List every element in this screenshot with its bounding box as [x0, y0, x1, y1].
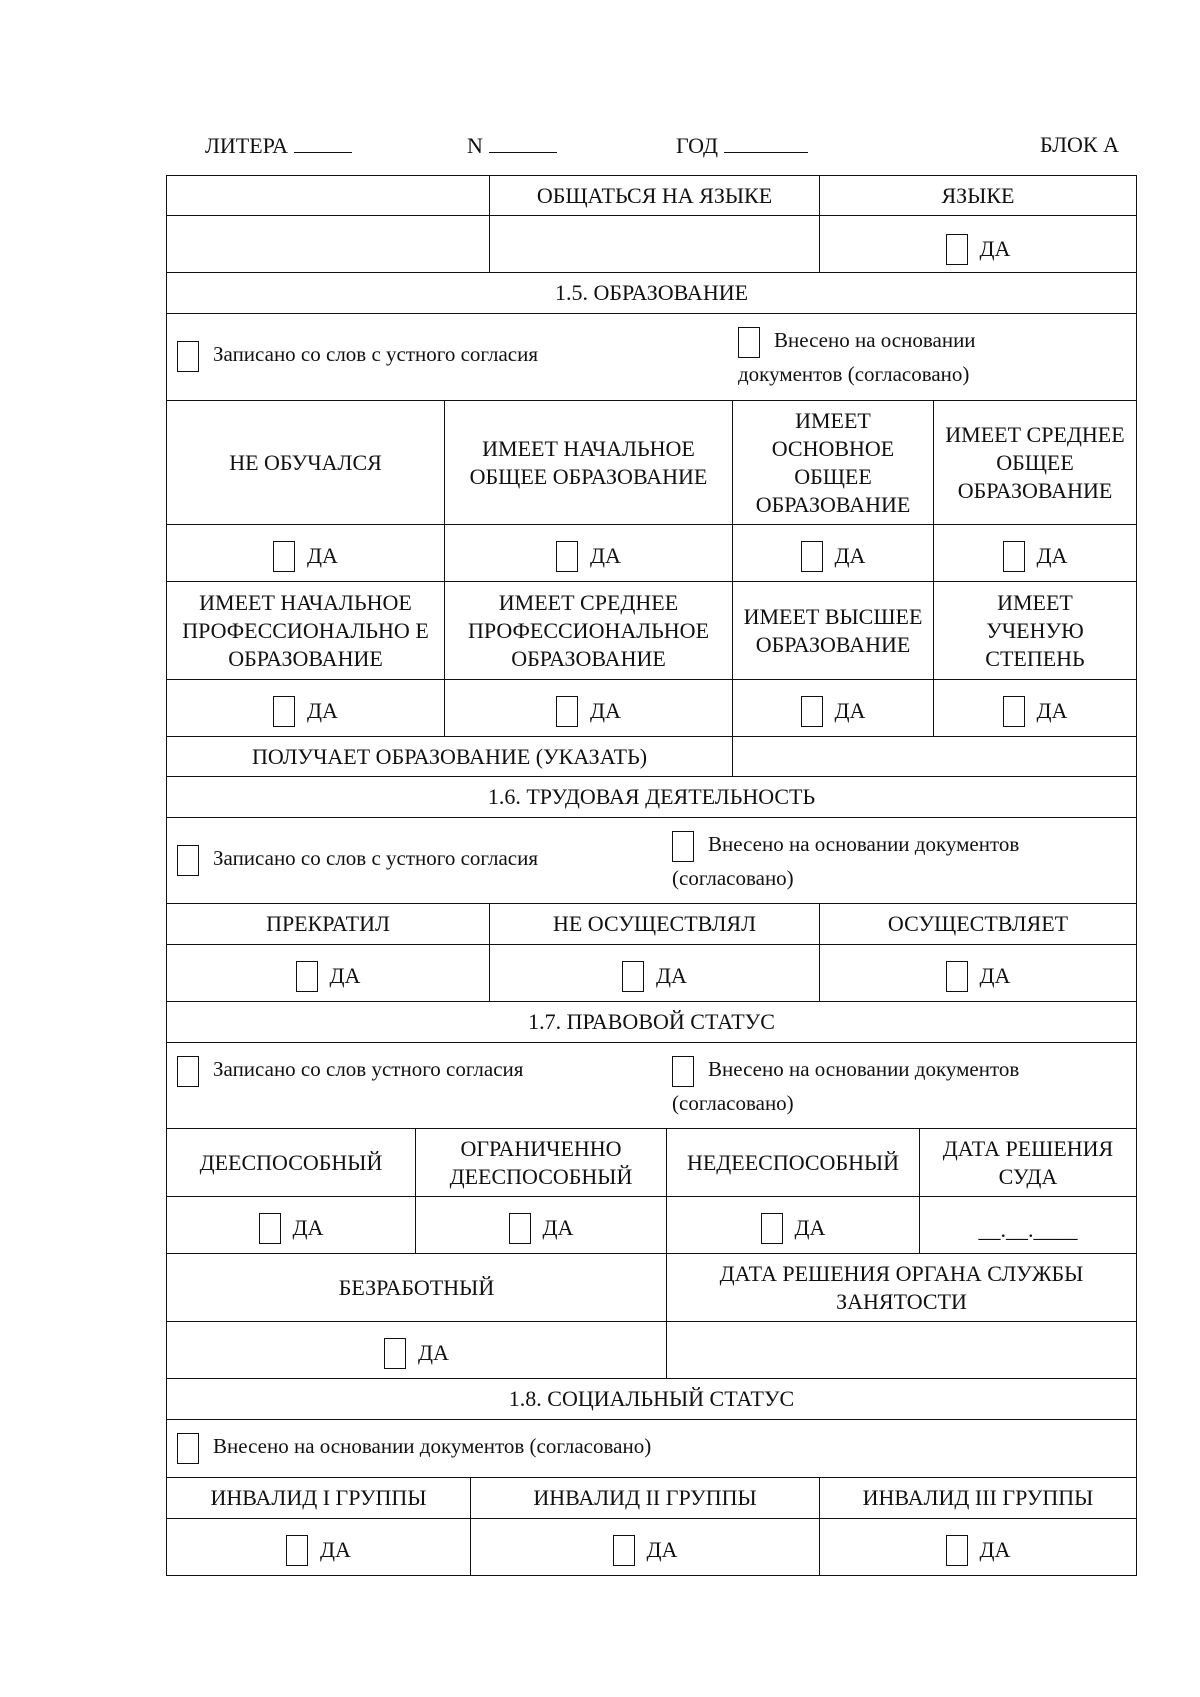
yes-label: ДА [834, 698, 866, 723]
labor-option-header: ПРЕКРАТИЛ [167, 904, 490, 944]
language-answer-blank-2[interactable] [490, 216, 820, 272]
litera-label: ЛИТЕРА [205, 133, 288, 158]
documents-option [177, 1430, 651, 1464]
checkbox[interactable] [672, 831, 694, 862]
documents-label-line1: Внесено на основании документов [708, 1057, 1020, 1081]
language-yes-cell [820, 216, 1136, 272]
yes-cell [733, 525, 934, 581]
labor-option-header: ОСУЩЕСТВЛЯЕТ [887, 911, 1069, 936]
checkbox[interactable] [761, 1213, 783, 1244]
unemployed-header-row [166, 1254, 1137, 1322]
edu-option-header: ИМЕЕТ НАЧАЛЬНОЕ ОБЩЕЕ ОБРАЗОВАНИЕ [445, 401, 733, 524]
legal-option-header: ДАТА РЕШЕНИЯ СУДА [942, 1135, 1114, 1189]
checkbox[interactable] [177, 341, 199, 372]
social-header-row [166, 1478, 1137, 1519]
edu-option-header: НЕ ОБУЧАЛСЯ [167, 401, 445, 524]
checkbox[interactable] [1003, 541, 1025, 572]
education-options-row-1 [166, 401, 1137, 525]
language-header-row [166, 175, 1137, 216]
edu-option-header: ИМЕЕТ ОСНОВНОЕ ОБЩЕЕ ОБРАЗОВАНИЕ [733, 401, 934, 524]
documents-option [672, 828, 1019, 894]
language-answer-row [166, 216, 1137, 273]
checkbox[interactable] [259, 1213, 281, 1244]
yes-label: ДА [646, 1537, 678, 1562]
section-title: 1.7. ПРАВОВОЙ СТАТУС [528, 1009, 775, 1034]
verbal-consent-label: Записано со слов устного согласия [213, 1057, 524, 1081]
labor-source-row [166, 818, 1137, 904]
documents-label: Внесено на основании документов (согласовано) [213, 1434, 652, 1458]
checkbox[interactable] [738, 327, 760, 358]
checkbox[interactable] [622, 961, 644, 992]
language-blank-cell[interactable] [167, 176, 490, 215]
checkbox[interactable] [177, 1056, 199, 1087]
section-title: 1.5. ОБРАЗОВАНИЕ [554, 280, 749, 305]
yes-label: ДА [292, 1215, 324, 1240]
education-yes-row-1 [166, 525, 1137, 582]
edu-option-header: ИМЕЕТ СРЕДНЕЕ ПРОФЕССИОНАЛЬНОЕ ОБРАЗОВАНИЕ [445, 582, 733, 679]
disability-option-header: ИНВАЛИД III ГРУППЫ [862, 1485, 1094, 1510]
year-label: ГОД [676, 133, 718, 158]
unemployed-label: БЕЗРАБОТНЫЙ [167, 1254, 667, 1321]
yes-label: ДА [307, 698, 338, 723]
yes-label: ДА [979, 1537, 1011, 1562]
edu-option-header: ИМЕЕТ УЧЕНУЮ СТЕПЕНЬ [985, 589, 1085, 671]
education-receiving-row [166, 737, 1137, 777]
yes-label: ДА [590, 543, 621, 568]
yes-label: ДА [590, 698, 621, 723]
yes-cell [667, 1197, 920, 1253]
verbal-consent-label: Записано со слов с устного согласия [213, 342, 538, 366]
checkbox[interactable] [613, 1535, 635, 1566]
number-blank[interactable] [489, 132, 557, 153]
yes-label: ДА [418, 1340, 449, 1365]
language-answer-blank-1[interactable] [167, 216, 490, 272]
edu-option-header: ИМЕЕТ СРЕДНЕЕ ОБЩЕЕ ОБРАЗОВАНИЕ [945, 421, 1125, 503]
education-source-row [166, 314, 1137, 401]
legal-option-header: НЕДЕЕСПОСОБНЫЙ [667, 1129, 920, 1196]
checkbox[interactable] [1003, 696, 1025, 727]
yes-label: ДА [979, 963, 1011, 988]
yes-cell [934, 525, 1136, 581]
disability-option-header: ИНВАЛИД II ГРУППЫ [471, 1478, 820, 1518]
language-col2-header: ОБЩАТЬСЯ НА ЯЗЫКЕ [490, 176, 820, 215]
documents-label-line1: Внесено на основании документов [708, 832, 1020, 856]
yes-cell [471, 1519, 820, 1575]
documents-label-line2: (согласовано) [672, 865, 794, 890]
checkbox[interactable] [509, 1213, 531, 1244]
checkbox[interactable] [801, 696, 823, 727]
court-date-field[interactable]: __.__.____ [978, 1217, 1078, 1242]
yes-cell [490, 945, 820, 1001]
yes-cell [167, 525, 445, 581]
disability-option-header: ИНВАЛИД I ГРУППЫ [167, 1478, 471, 1518]
checkbox[interactable] [177, 1433, 199, 1464]
yes-cell [167, 1322, 667, 1378]
verbal-consent-label: Записано со слов с устного согласия [213, 846, 538, 870]
form-table [166, 175, 1137, 1576]
checkbox[interactable] [384, 1338, 406, 1369]
yes-cell [445, 525, 733, 581]
checkbox[interactable] [556, 541, 578, 572]
yes-label: ДА [542, 1215, 574, 1240]
education-options-row-2 [166, 582, 1137, 680]
documents-label-line2: (согласовано) [672, 1090, 794, 1115]
edu-option-header: ИМЕЕТ НАЧАЛЬНОЕ ПРОФЕССИОНАЛЬНО Е ОБРАЗОВАНИЕ [167, 582, 445, 679]
yes-label: ДА [794, 1215, 826, 1240]
legal-source-row [166, 1043, 1137, 1129]
block-label: БЛОК А [1040, 132, 1119, 157]
social-title-row [166, 1379, 1137, 1420]
receiving-education-label: ПОЛУЧАЕТ ОБРАЗОВАНИЕ (УКАЗАТЬ) [167, 737, 733, 776]
checkbox[interactable] [286, 1535, 308, 1566]
yes-cell [820, 1519, 1136, 1575]
employment-decision-date-label: ДАТА РЕШЕНИЯ ОРГАНА СЛУЖБЫ ЗАНЯТОСТИ [719, 1260, 1084, 1314]
yes-label: ДА [1036, 698, 1068, 723]
yes-label: ДА [329, 963, 361, 988]
verbal-consent-option [177, 842, 538, 876]
yes-cell [934, 680, 1136, 736]
education-title-row [166, 273, 1137, 314]
social-yes-row [166, 1519, 1137, 1576]
education-yes-row-2 [166, 680, 1137, 737]
social-source-row [166, 1420, 1137, 1478]
legal-yes-row [166, 1197, 1137, 1254]
employment-decision-date-field[interactable] [667, 1322, 1136, 1378]
yes-label: ДА [656, 963, 687, 988]
litera-field [205, 132, 352, 159]
yes-label: ДА [1036, 543, 1068, 568]
number-field [467, 132, 557, 159]
year-blank[interactable] [724, 132, 808, 153]
checkbox[interactable] [801, 541, 823, 572]
legal-option-header: ДЕЕСПОСОБНЫЙ [167, 1129, 416, 1196]
labor-yes-row [166, 945, 1137, 1002]
yes-label: ДА [307, 543, 338, 568]
documents-option [672, 1053, 1019, 1119]
yes-cell [416, 1197, 667, 1253]
checkbox[interactable] [556, 696, 578, 727]
yes-cell [167, 680, 445, 736]
checkbox[interactable] [273, 696, 295, 727]
documents-label-line1: Внесено на основании [774, 328, 976, 352]
legal-header-row [166, 1129, 1137, 1197]
receiving-education-field[interactable] [733, 737, 1136, 776]
yes-cell [820, 945, 1136, 1001]
checkbox[interactable] [296, 961, 318, 992]
section-title: 1.8. СОЦИАЛЬНЫЙ СТАТУС [508, 1386, 795, 1411]
yes-label: ДА [834, 543, 866, 568]
number-label: N [467, 133, 483, 158]
legal-option-header: ОГРАНИЧЕННО ДЕЕСПОСОБНЫЙ [416, 1129, 667, 1196]
yes-cell [733, 680, 934, 736]
section-title: 1.6. ТРУДОВАЯ ДЕЯТЕЛЬНОСТЬ [487, 784, 816, 809]
labor-title-row [166, 777, 1137, 818]
language-col3-header: ЯЗЫКЕ [941, 182, 1015, 208]
yes-cell [167, 1519, 471, 1575]
yes-cell [167, 1197, 416, 1253]
documents-label-line2: документов (согласовано) [738, 361, 970, 386]
legal-title-row [166, 1002, 1137, 1043]
yes-cell [167, 945, 490, 1001]
verbal-consent-option [177, 1053, 523, 1087]
labor-option-header: НЕ ОСУЩЕСТВЛЯЛ [490, 904, 820, 944]
yes-cell [445, 680, 733, 736]
checkbox[interactable] [177, 845, 199, 876]
checkbox[interactable] [946, 234, 968, 265]
checkbox[interactable] [946, 1535, 968, 1566]
year-field [676, 132, 808, 159]
edu-option-header: ИМЕЕТ ВЫСШЕЕ ОБРАЗОВАНИЕ [733, 582, 934, 679]
labor-header-row [166, 904, 1137, 945]
documents-option [738, 324, 976, 390]
yes-label: ДА [979, 236, 1011, 261]
litera-blank[interactable] [294, 132, 352, 153]
checkbox[interactable] [273, 541, 295, 572]
checkbox[interactable] [672, 1056, 694, 1087]
unemployed-answer-row [166, 1322, 1137, 1379]
yes-label: ДА [320, 1537, 351, 1562]
verbal-consent-option [177, 338, 538, 372]
checkbox[interactable] [946, 961, 968, 992]
